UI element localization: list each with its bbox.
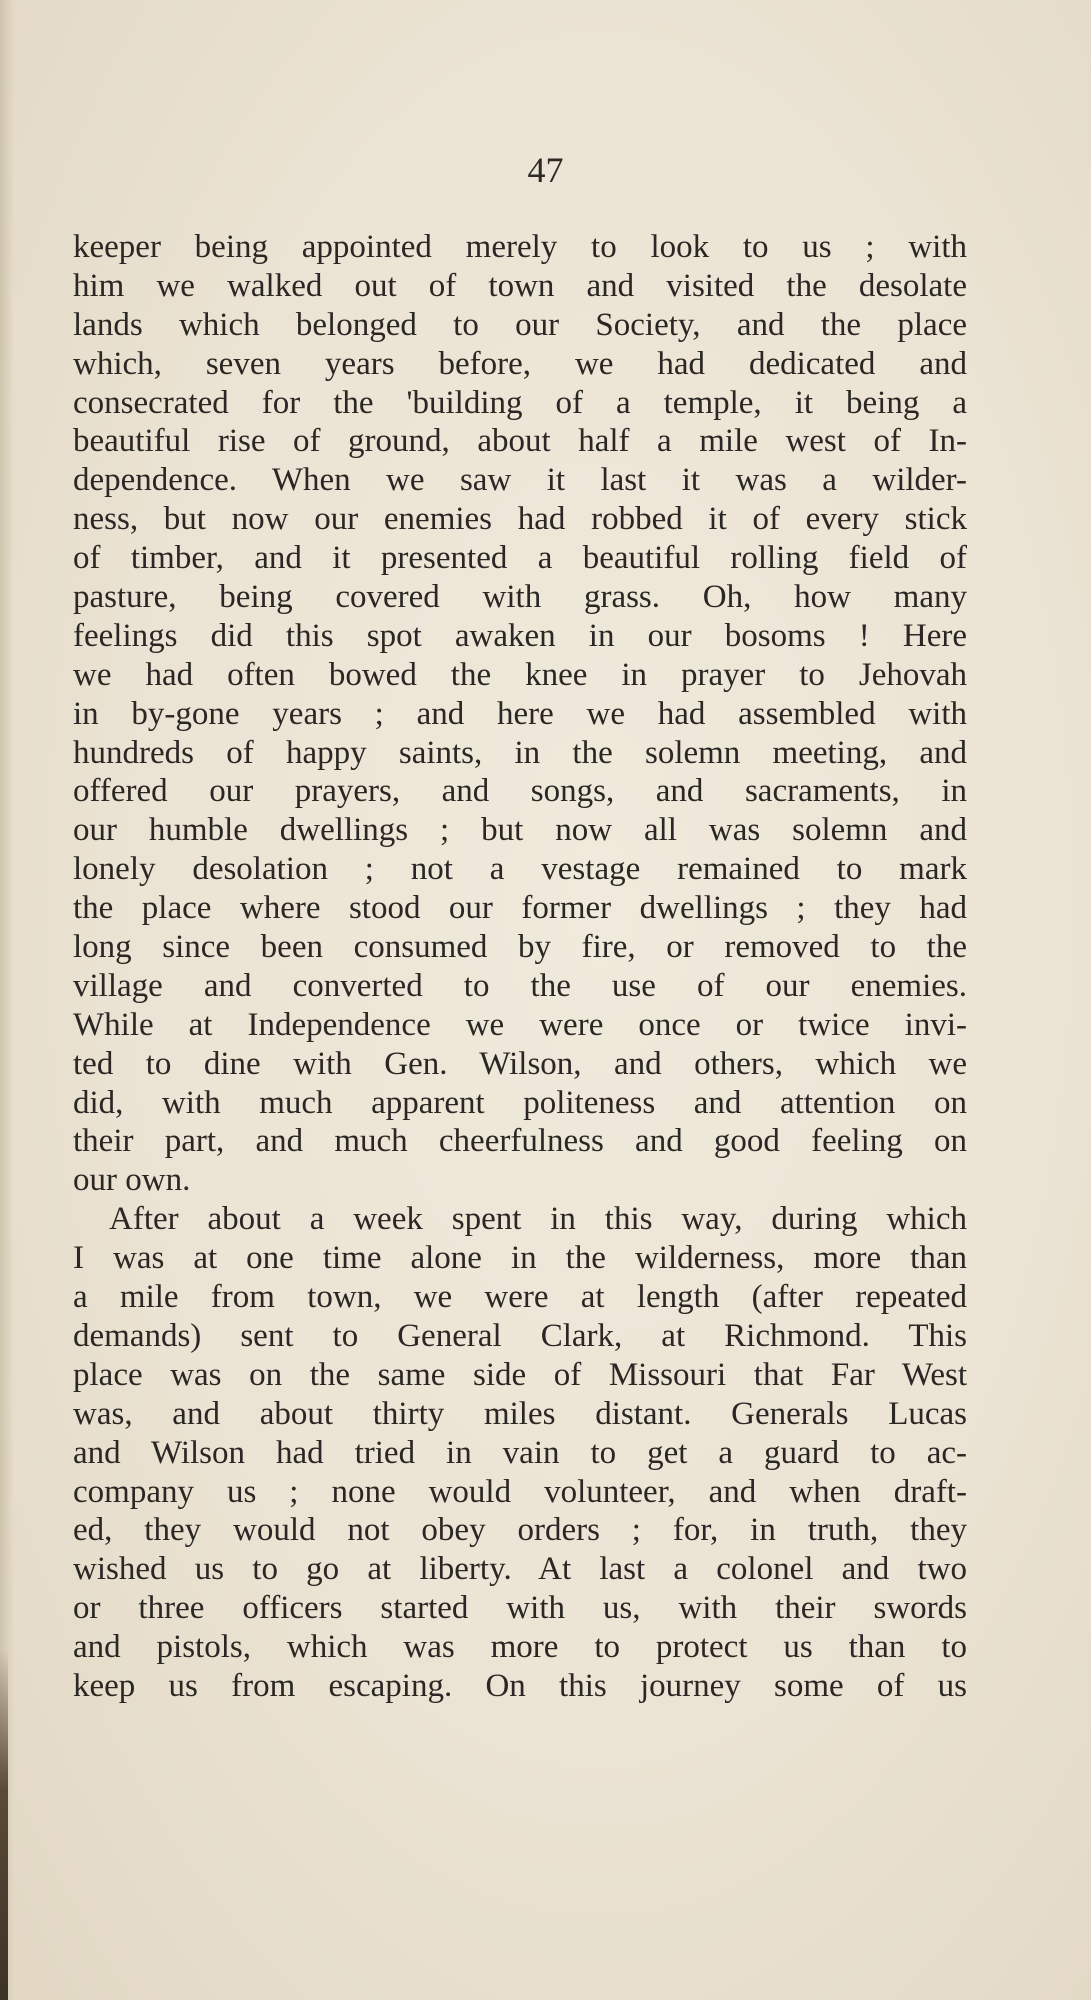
text-line: our humble dwellings ; but now all was solemn and [73,812,967,849]
text-line: keep us from escaping. On this journey some of us [73,1667,967,1704]
text-line: consecrated for the 'building of a temple, it being a [73,384,967,421]
text-line: of timber, and it presented a beautiful rolling field of [73,540,967,577]
text-line: ted to dine with Gen. Wilson, and others, which we [73,1045,967,1082]
spine-edge [0,1650,8,2000]
text-line: which, seven years before, we had dedicated and [73,345,967,382]
text-line: dependence. When we saw it last it was a wilder- [73,462,967,499]
text-line: While at Independence we were once or twice invi- [73,1006,967,1043]
text-line: lands which belonged to our Society, and the place [73,306,967,343]
text-line: long since been consumed by fire, or removed to the [73,929,967,966]
text-line: our own. [73,1162,191,1199]
text-line: in by-gone years ; and here we had assembled with [73,695,967,732]
text-line: him we walked out of town and visited the desolate [73,267,967,304]
text-line: company us ; none would volunteer, and when draft- [73,1473,967,1510]
text-line: offered our prayers, and songs, and sacraments, in [73,773,967,810]
text-line: or three officers started with us, with their swords [73,1590,967,1627]
text-line: the place where stood our former dwellings ; they had [73,890,967,927]
text-line: their part, and much cheerfulness and good feeling on [73,1123,967,1160]
text-line: ness, but now our enemies had robbed it of every stick [73,501,967,538]
text-line: demands) sent to General Clark, at Richmond. This [73,1317,967,1354]
text-line: was, and about thirty miles distant. Generals Lucas [73,1395,967,1432]
text-line: After about a week spent in this way, during which [109,1201,967,1238]
text-line: lonely desolation ; not a vestage remained to mark [73,851,967,888]
text-line: pasture, being covered with grass. Oh, how many [73,579,967,616]
body-text [73,228,967,1706]
text-line: wished us to go at liberty. At last a colonel and two [73,1551,967,1588]
text-line: we had often bowed the knee in prayer to Jehovah [73,656,967,693]
text-line: place was on the same side of Missouri that Far West [73,1356,967,1393]
text-line: and pistols, which was more to protect us than to [73,1629,967,1666]
text-line: feelings did this spot awaken in our bosoms ! Here [73,617,967,654]
text-line: keeper being appointed merely to look to us ; with [73,229,967,265]
text-line: beautiful rise of ground, about half a mile west of In- [73,423,967,460]
text-line: village and converted to the use of our enemies. [73,967,967,1004]
page-number: 47 [527,150,564,190]
text-line: I was at one time alone in the wilderness, more than [73,1240,967,1277]
text-line: a mile from town, we were at length (after repeated [73,1279,967,1316]
text-line: ed, they would not obey orders ; for, in truth, they [73,1512,967,1549]
text-line: hundreds of happy saints, in the solemn meeting, and [73,734,967,771]
text-line: and Wilson had tried in vain to get a guard to ac- [73,1434,967,1471]
text-line: did, with much apparent politeness and attention on [73,1084,967,1121]
